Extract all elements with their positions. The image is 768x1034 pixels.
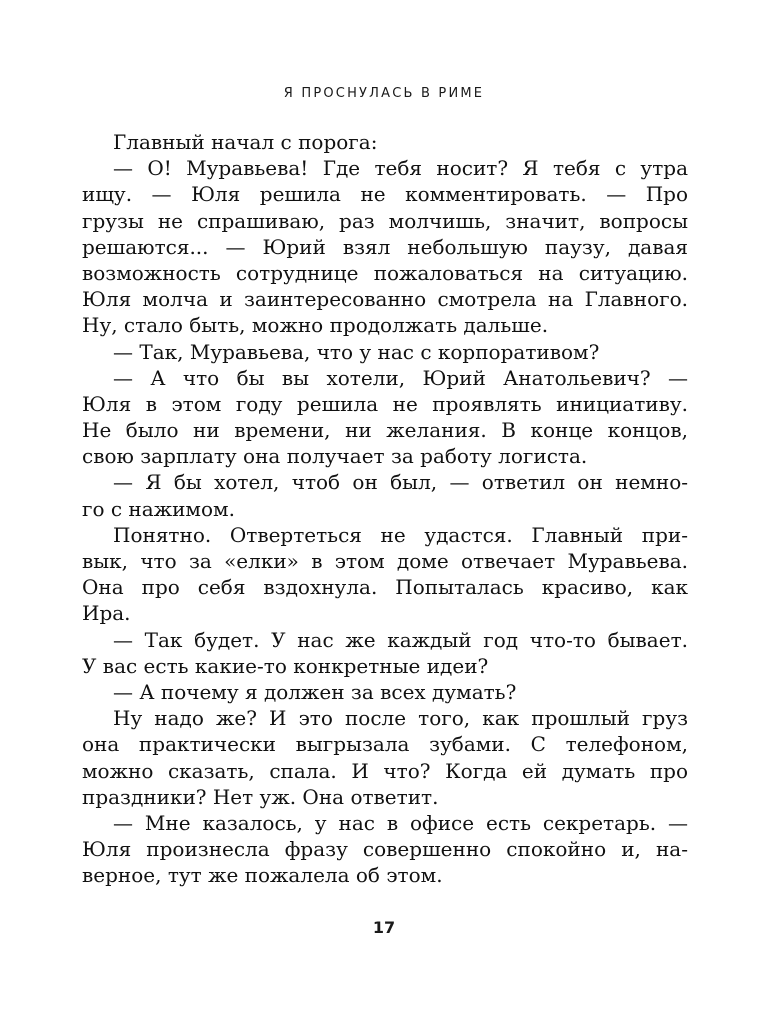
text-line: Главный начал с порога: <box>113 130 378 154</box>
text-line: праздники? Нет уж. Она ответит. <box>82 784 439 809</box>
text-line: свою зарплату она получает за работу логиста. <box>82 444 588 469</box>
text-line: она практически выгрызала зубами. С телефоном, <box>82 732 688 757</box>
text-line: решаются... — Юрий взял небольшую паузу, давая <box>82 234 688 259</box>
text-line: — О! Муравьева! Где тебя носит? Я тебя с утра <box>113 156 688 181</box>
text-line: У вас есть какие-то конкретные идеи? <box>82 653 489 678</box>
text-line: верное, тут же пожалела об этом. <box>82 863 443 888</box>
text-line: Она про себя вздохнула. Попыталась красиво, как <box>82 575 688 600</box>
text-line: возможность сотруднице пожаловаться на ситуацию. <box>82 260 688 285</box>
text-line: — А почему я должен за всех думать? <box>113 679 517 704</box>
text-line: Юля произнесла фразу совершенно спокойно и, на- <box>82 837 688 862</box>
text-line: — Так будет. У нас же каждый год что-то бывает. <box>113 627 688 652</box>
text-line: Юля в этом году решила не проявлять инициативу. <box>82 391 688 416</box>
text-line: Ну надо же? И это после того, как прошлый груз <box>113 706 688 731</box>
text-line: грузы не спрашиваю, раз молчишь, значит, вопросы <box>82 208 688 233</box>
text-line: Понятно. Отвертеться не удастся. Главный при- <box>113 522 688 547</box>
text-line: го с нажимом. <box>82 496 235 521</box>
text-line: Ира. <box>82 601 131 626</box>
text-line: Не было ни времени, ни желания. В конце концов, <box>82 418 688 443</box>
text-line: вык, что за «елки» в этом доме отвечает Муравьева. <box>82 549 688 573</box>
text-line: Юля молча и заинтересованно смотрела на Главного. <box>82 287 688 312</box>
text-line: — А что бы вы хотели, Юрий Анатольевич? — <box>113 365 688 390</box>
text-line: можно сказать, спала. И что? Когда ей думать про <box>82 758 688 783</box>
text-line: — Я бы хотел, чтоб он был, — ответил он немно- <box>113 470 688 495</box>
text-line: ищу. — Юля решила не комментировать. — Про <box>82 182 688 207</box>
text-line: Ну, стало быть, можно продолжать дальше. <box>82 313 549 338</box>
running-header: Я ПРОСНУЛАСЬ В РИМЕ <box>283 86 485 101</box>
text-line: — Так, Муравьева, что у нас с корпоративом? <box>113 339 600 364</box>
text-line: — Мне казалось, у нас в офисе есть секретарь. — <box>113 810 688 835</box>
page-number: 17 <box>372 918 396 937</box>
body-text <box>82 129 688 888</box>
